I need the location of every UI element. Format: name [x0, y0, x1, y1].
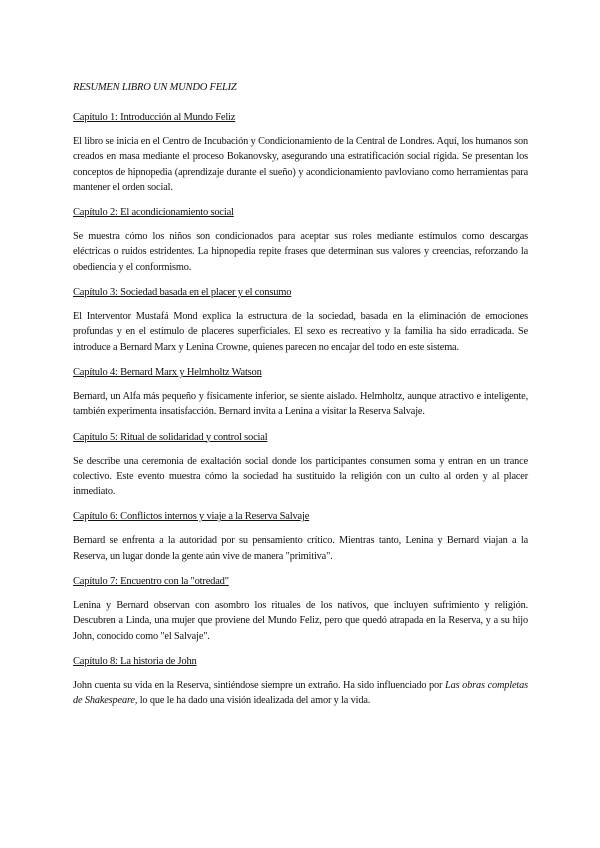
- chapter-2-text: Se muestra cómo los niños son condicionados para aceptar sus roles mediante estímulos como descargas eléctricas o ruidos estridentes. La hipnopedia repite frases que determinan sus valores y creencias, reforzando la obediencia y el conformismo.: [73, 231, 528, 273]
- chapter-4-section: [73, 367, 528, 420]
- chapter-6-text: Bernard se enfrenta a la autoridad por su pensamiento crítico. Mientras tanto, Lenina y Bernard viajan a la Reserva, un lugar donde la gente aún vive de manera "primitiva".: [73, 535, 528, 562]
- chapter-1-heading: Capítulo 1: Introducción al Mundo Feliz: [73, 112, 236, 123]
- chapter-1-section: [73, 112, 528, 195]
- chapter-6-heading: Capítulo 6: Conflictos internos y viaje a la Reserva Salvaje: [73, 511, 310, 523]
- chapter-2-heading: Capítulo 2: El acondicionamiento social: [73, 207, 234, 219]
- chapter-4-heading: Capítulo 4: Bernard Marx y Helmholtz Watson: [73, 366, 262, 378]
- chapter-8-text: [73, 678, 528, 709]
- book-title-shakespeare: Las obras completas de Shakespeare: [73, 679, 528, 707]
- chapter-5-section: [73, 432, 528, 500]
- chapter-3-heading: Capítulo 3: Sociedad basada en el placer y el consumo: [73, 287, 292, 299]
- chapter-6-section: [73, 511, 528, 564]
- chapter-8-heading: Capítulo 8: La historia de John: [73, 655, 197, 667]
- chapter-8-text-after: , lo que le ha dado una visión idealizada del amor y la vida.: [134, 695, 371, 707]
- chapter-7-text: Lenina y Bernard observan con asombro los rituales de los nativos, que incluyen sufrimiento y religión. Descubren a Linda, una mujer que proviene del Mundo Feliz, pero que quedó atrapada en la Reserva, y a su hijo John, conocido como "el Salvaje".: [73, 600, 528, 642]
- chapter-4-text: Bernard, un Alfa más pequeño y físicamente inferior, se siente aislado. Helmholtz, aunque atractivo e inteligente, también experimenta insatisfacción. Bernard invita a Lenina a visitar la Reserva Salvaje.: [73, 390, 528, 418]
- chapter-8-text-before: John cuenta su vida en la Reserva, sintiéndose siempre un extraño. Ha sido influenciado por: [73, 679, 446, 691]
- chapter-5-text: Se describe una ceremonia de exaltación social donde los participantes consumen soma y entran en un trance colectivo. Este evento muestra cómo la sociedad ha sustituido la religión con un culto al orden y al placer inmediato.: [73, 455, 528, 498]
- document-content: [73, 82, 528, 721]
- chapter-7-heading: Capítulo 7: Encuentro con la "otredad": [73, 576, 229, 588]
- chapter-8-section: [73, 656, 528, 709]
- chapter-7-section: [73, 576, 528, 644]
- chapter-3-text: El Interventor Mustafá Mond explica la estructura de la sociedad, basada en la eliminación de emociones profundas y en el estímulo de placeres superficiales. El sexo es recreativo y la familia ha sido erradicada. Se introduce a Bernard Marx y Lenina Crowne, quienes parecen no encajar del todo en este sistema.: [73, 311, 528, 353]
- chapter-5-heading: Capítulo 5: Ritual de solidaridad y control social: [73, 431, 268, 443]
- document-title: RESUMEN LIBRO UN MUNDO FELIZ: [73, 82, 237, 93]
- chapter-1-text: El libro se inicia en el Centro de Incubación y Condicionamiento de la Central de Londres. Aquí, los humanos son creados en masa mediante el proceso Bokanovsky, asegurando una estratificación social rígida. Se presentan los conceptos de hipnopedia (aprendizaje durante el sueño) y acondicionamiento pavloviano como herramientas para mantener el orden social.: [73, 136, 528, 193]
- chapter-2-section: [73, 207, 528, 275]
- chapter-3-section: [73, 287, 528, 355]
